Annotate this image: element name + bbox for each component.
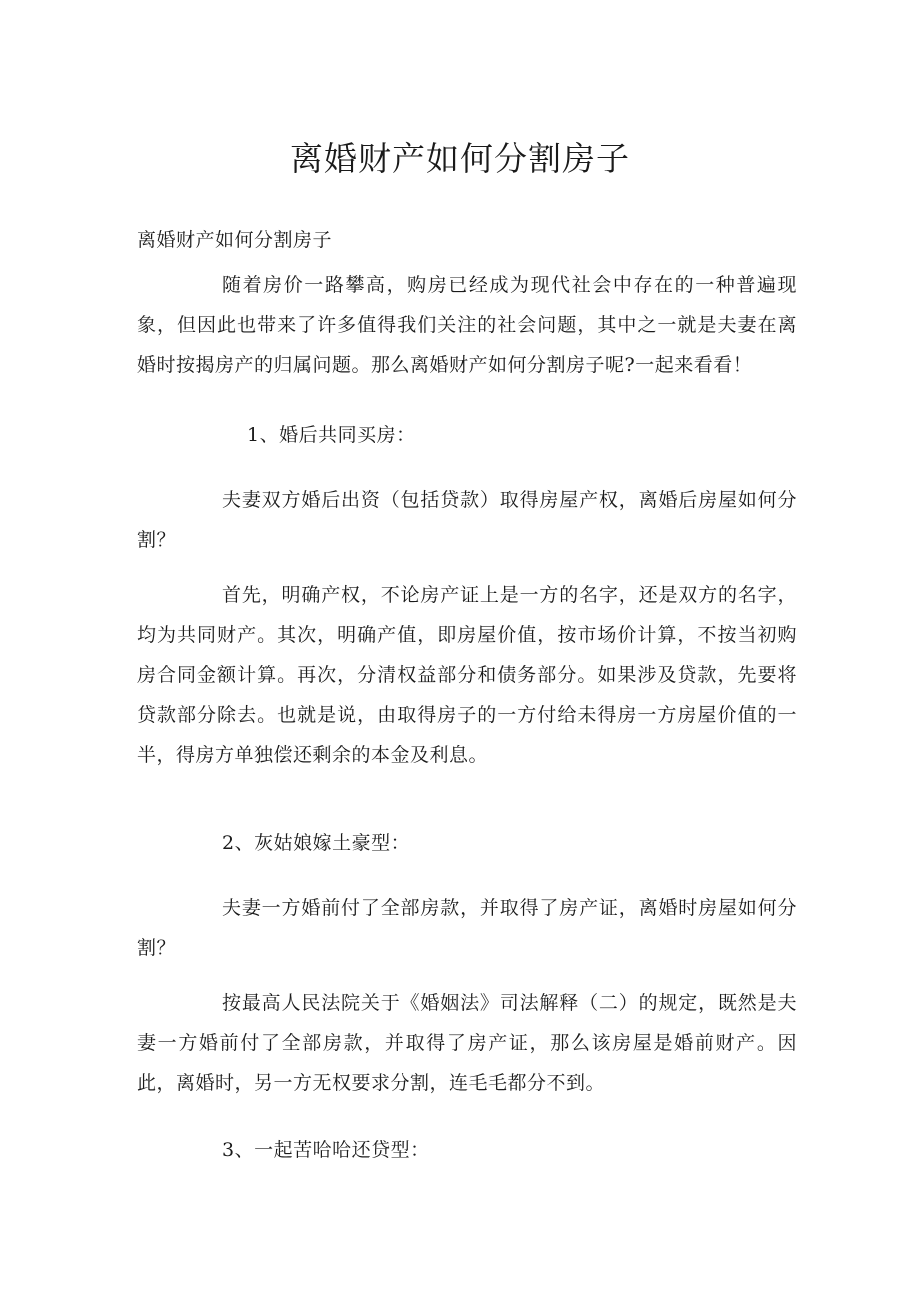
section-2-question: 夫妻一方婚前付了全部房款，并取得了房产证，离婚时房屋如何分割？: [137, 897, 797, 959]
intro-paragraph: 随着房价一路攀高，购房已经成为现代社会中存在的一种普遍现象，但因此也带来了许多值得我们关注的社会问题，其中之一就是夫妻在离婚时按揭房产的归属问题。那么离婚财产如何分割房子呢?一起来看看！: [137, 274, 797, 376]
document-subtitle: 离婚财产如何分割房子: [137, 229, 333, 251]
section-2-answer: 按最高人民法院关于《婚姻法》司法解释（二）的规定，既然是夫妻一方婚前付了全部房款，并取得了房产证，那么该房屋是婚前财产。因此，离婚时，另一方无权要求分割，连毛毛都分不到。: [137, 992, 797, 1094]
document-title: 离婚财产如何分割房子: [290, 139, 630, 178]
section-1-heading: 1、婚后共同买房：: [247, 424, 416, 446]
section-1-question: 夫妻双方婚后出资（包括贷款）取得房屋产权，离婚后房屋如何分割？: [137, 489, 797, 551]
section-3-heading: 3、一起苦哈哈还贷型：: [222, 1139, 430, 1161]
section-2-heading: 2、灰姑娘嫁土豪型：: [222, 832, 411, 854]
section-1-answer: 首先，明确产权，不论房产证上是一方的名字，还是双方的名字，均为共同财产。其次，明确产值，即房屋价值，按市场价计算，不按当初购房合同金额计算。再次，分清权益部分和债务部分。如果涉及贷款，先要将贷款部分除去。也就是说，由取得房子的一方付给未得房一方房屋价值的一半，得房方单独偿还剩余的本金及利息。: [137, 584, 797, 766]
